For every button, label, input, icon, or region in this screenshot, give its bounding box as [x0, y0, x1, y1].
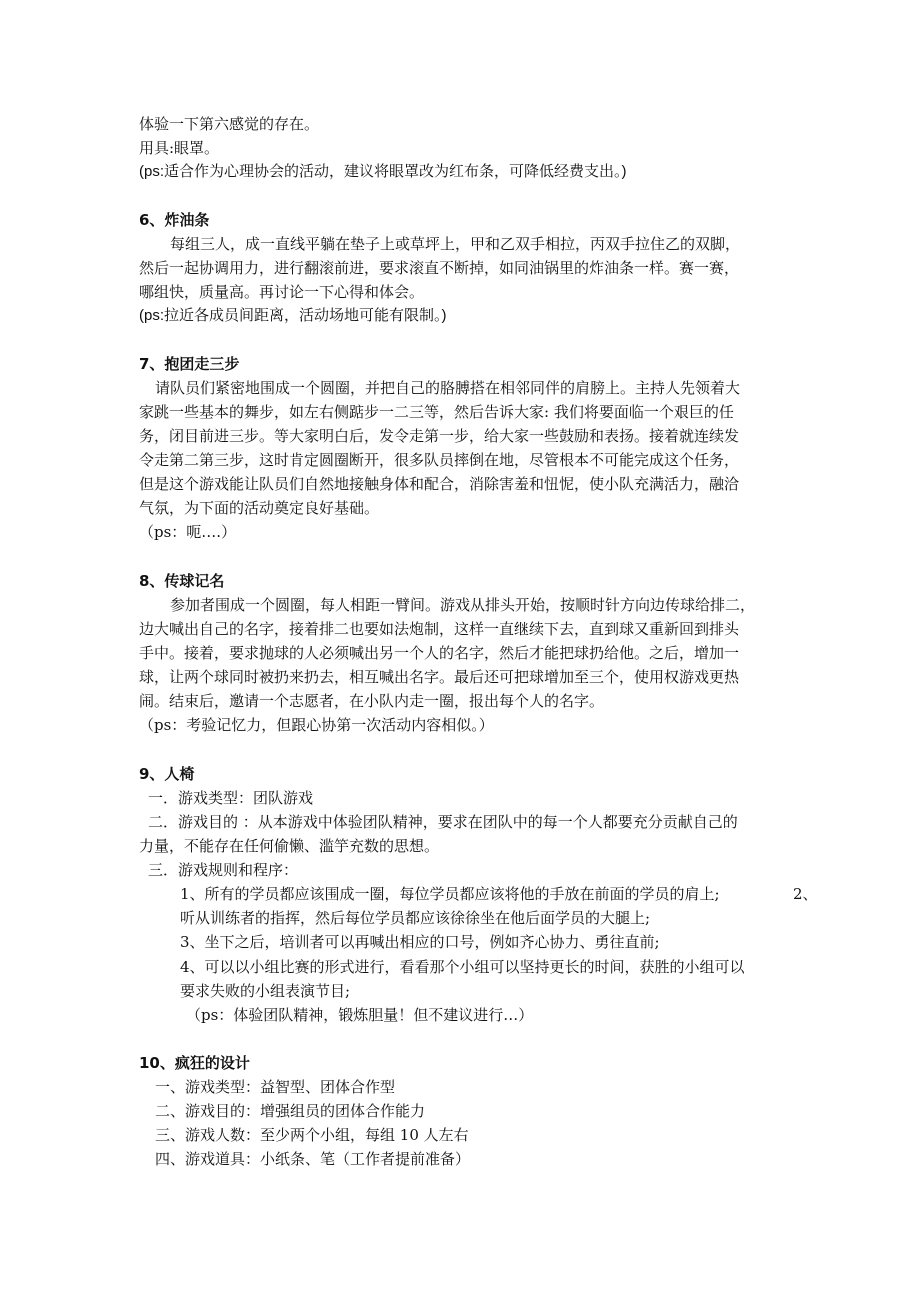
section-9-item: 三．游戏规则和程序： [148, 861, 299, 879]
section-8-title: 8、传球记名 [139, 572, 225, 590]
section-9-ps: （ps：体验团队精神，锻炼胆量！但不建议进行…） [186, 1006, 534, 1024]
section-9-item: 二．游戏目的 ：从本游戏中体验团队精神，要求在团队中的每一个人都要充分贡献自己的 [148, 813, 738, 831]
section-6-text: 每组三人，成一直线平躺在垫子上或草坪上，甲和乙双手相拉，丙双手拉住乙的双脚， [170, 235, 741, 253]
section-8-text: 球，让两个球同时被扔来扔去，相互喊出名字。最后还可把球增加至三个，使用权游戏更热 [139, 668, 740, 686]
section-10-item: 三、游戏人数：至少两个小组，每组 10 人左右 [155, 1126, 469, 1144]
section-8-text: 手中。接着，要求抛球的人必须喊出另一个人的名字，然后才能把球扔给他。之后，增加一 [139, 644, 740, 662]
section-7-text: 务，闭目前进三步。等大家明白后，发令走第一步，给大家一些鼓励和表扬。接着就连续发 [139, 427, 740, 445]
section-9-rule: 3、坐下之后，培训者可以再喊出相应的口号，例如齐心协力、勇往直前; [180, 933, 660, 951]
section-9-item: 一．游戏类型：团队游戏 [148, 789, 314, 807]
section-7-text: 请队员们紧密地围成一个圆圈，并把自己的胳膊搭在相邻同伴的肩膀上。主持人先领着大 [155, 379, 741, 397]
section-10-item: 二、游戏目的：增强组员的团体合作能力 [155, 1102, 426, 1120]
section-6-text: 然后一起协调用力，进行翻滚前进，要求滚直不断掉，如同油锅里的炸油条一样。赛一赛， [139, 259, 740, 277]
section-10-item: 一、游戏类型：益智型、团体合作型 [155, 1078, 396, 1096]
section-8-ps: （ps：考验记忆力，但跟心协第一次活动内容相似。） [139, 716, 494, 734]
section-9-rule: 要求失败的小组表演节目; [180, 982, 351, 1000]
section-7-text: 但是这个游戏能让队员们自然地接触身体和配合，消除害羞和忸怩，使小队充满活力，融洽 [139, 475, 740, 493]
intro-line-2: 用具:眼罩。 [139, 139, 220, 157]
section-9-rule: 4、可以以小组比赛的形式进行，看看那个小组可以坚持更长的时间，获胜的小组可以 [180, 958, 745, 976]
section-6-text: 哪组快，质量高。再讨论一下心得和体会。 [139, 283, 425, 301]
section-9-rule-number: 2、 [793, 885, 818, 903]
section-7-title: 7、抱团走三步 [139, 355, 240, 373]
section-8-text: 边大喊出自己的名字，接着排二也要如法炮制，这样一直继续下去，直到球又重新回到排头 [139, 620, 740, 638]
section-7-text: 家跳一些基本的舞步，如左右侧踮步一二三等，然后告诉大家: 我们将要面临一个艰巨的任 [139, 403, 734, 421]
section-9-item: 力量，不能存在任何偷懒、滥竽充数的思想。 [139, 837, 440, 855]
section-10-item: 四、游戏道具：小纸条、笔（工作者提前准备） [155, 1150, 471, 1168]
section-7-ps: （ps：呃….） [139, 523, 237, 541]
intro-line-1: 体验一下第六感觉的存在。 [139, 115, 320, 133]
section-9-rule: 1、所有的学员都应该围成一圈，每位学员都应该将他的手放在前面的学员的肩上; [180, 885, 720, 903]
section-8-text: 闹。结束后，邀请一个志愿者，在小队内走一圈，报出每个人的名字。 [139, 692, 605, 710]
section-7-text: 令走第二第三步，这时肯定圆圈断开，很多队员摔倒在地，尽管根本不可能完成这个任务， [139, 451, 740, 469]
section-9-title: 9、人椅 [139, 765, 195, 783]
section-6-ps: (ps:拉近各成员间距离，活动场地可能有限制。) [139, 307, 447, 324]
intro-line-3: (ps:适合作为心理协会的活动，建议将眼罩改为红布条，可降低经费支出。) [139, 163, 627, 180]
section-6-title: 6、炸油条 [139, 211, 210, 229]
section-7-text: 气氛，为下面的活动奠定良好基础。 [139, 499, 380, 517]
section-9-rule: 听从训练者的指挥，然后每位学员都应该徐徐坐在他后面学员的大腿上; [180, 909, 651, 927]
section-8-text: 参加者围成一个圆圈，每人相距一臂间。游戏从排头开始，按顺时针方向边传球给排二， [170, 596, 756, 614]
section-10-title: 10、疯狂的设计 [139, 1054, 250, 1072]
